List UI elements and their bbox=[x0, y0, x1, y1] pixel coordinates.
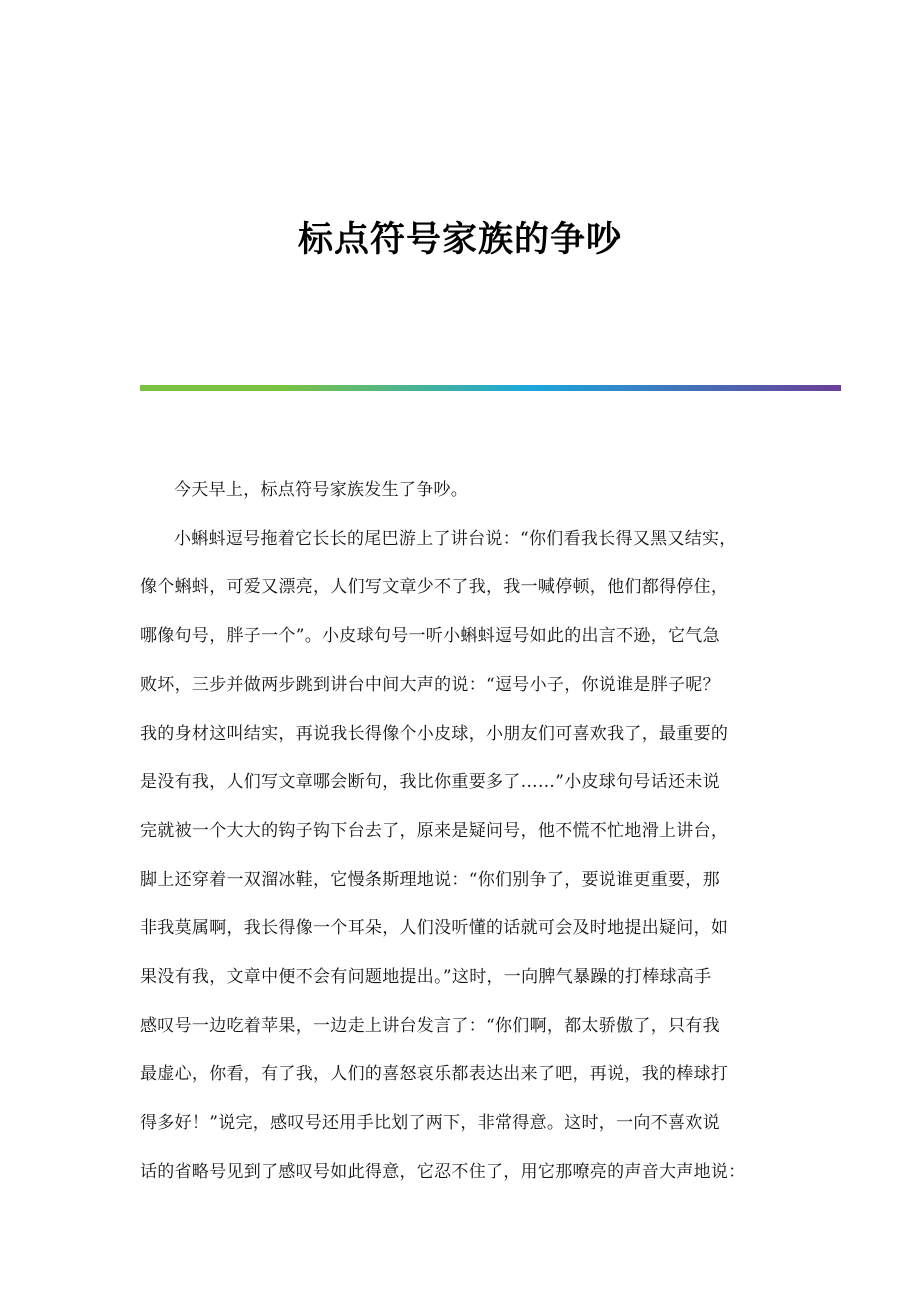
document-body bbox=[140, 466, 780, 1197]
text-line: 是没有我，人们写文章哪会断句，我比你重要多了……”小皮球句号话还未说 bbox=[140, 772, 720, 793]
text-line: 非我莫属啊，我长得像一个耳朵，人们没听懂的话就可会及时地提出疑问，如 bbox=[140, 918, 729, 939]
text-line: 话的省略号见到了感叹号如此得意，它忍不住了，用它那嘹亮的声音大声地说： bbox=[140, 1161, 746, 1182]
document-title: 标点符号家族的争吵 bbox=[297, 220, 622, 260]
text-line: 完就被一个大大的钩子钩下台去了，原来是疑问号，他不慌不忙地滑上讲台， bbox=[140, 820, 729, 841]
title-divider bbox=[140, 385, 841, 391]
text-line: 像个蝌蚪，可爱又漂亮，人们写文章少不了我，我一喊停顿，他们都得停住， bbox=[140, 577, 729, 598]
paragraph-1 bbox=[140, 466, 780, 515]
paragraph-2 bbox=[140, 515, 780, 1197]
divider-green-segment bbox=[140, 385, 280, 391]
text-line: 感叹号一边吃着苹果，一边走上讲台发言了：“你们啊，都太骄傲了，只有我 bbox=[140, 1015, 720, 1036]
divider-gradient-segment bbox=[280, 385, 841, 391]
text-line: 最虚心，你看，有了我，人们的喜怒哀乐都表达出来了吧，再说，我的棒球打 bbox=[140, 1064, 729, 1085]
text-line: 今天早上，标点符号家族发生了争吵。 bbox=[174, 480, 469, 500]
text-line: 败坏，三步并做两步跳到讲台中间大声的说：“逗号小子，你说谁是胖子呢？ bbox=[140, 674, 720, 695]
text-line: 果没有我，文章中便不会有问题地提出。”这时，一向脾气暴躁的打棒球高手 bbox=[140, 967, 712, 988]
text-line: 我的身材这叫结实，再说我长得像个小皮球，小朋友们可喜欢我了，最重要的 bbox=[140, 723, 729, 744]
text-line: 哪像句号，胖子一个”。小皮球句号一听小蝌蚪逗号如此的出言不逊，它气急 bbox=[140, 626, 720, 647]
text-line: 脚上还穿着一双溜冰鞋，它慢条斯理地说：“你们别争了，要说谁更重要，那 bbox=[140, 869, 720, 890]
text-line: 小蝌蚪逗号拖着它长长的尾巴游上了讲台说：“你们看我长得又黑又结实， bbox=[174, 528, 737, 549]
text-line: 得多好！”说完，感叹号还用手比划了两下，非常得意。这时，一向不喜欢说 bbox=[140, 1113, 720, 1134]
